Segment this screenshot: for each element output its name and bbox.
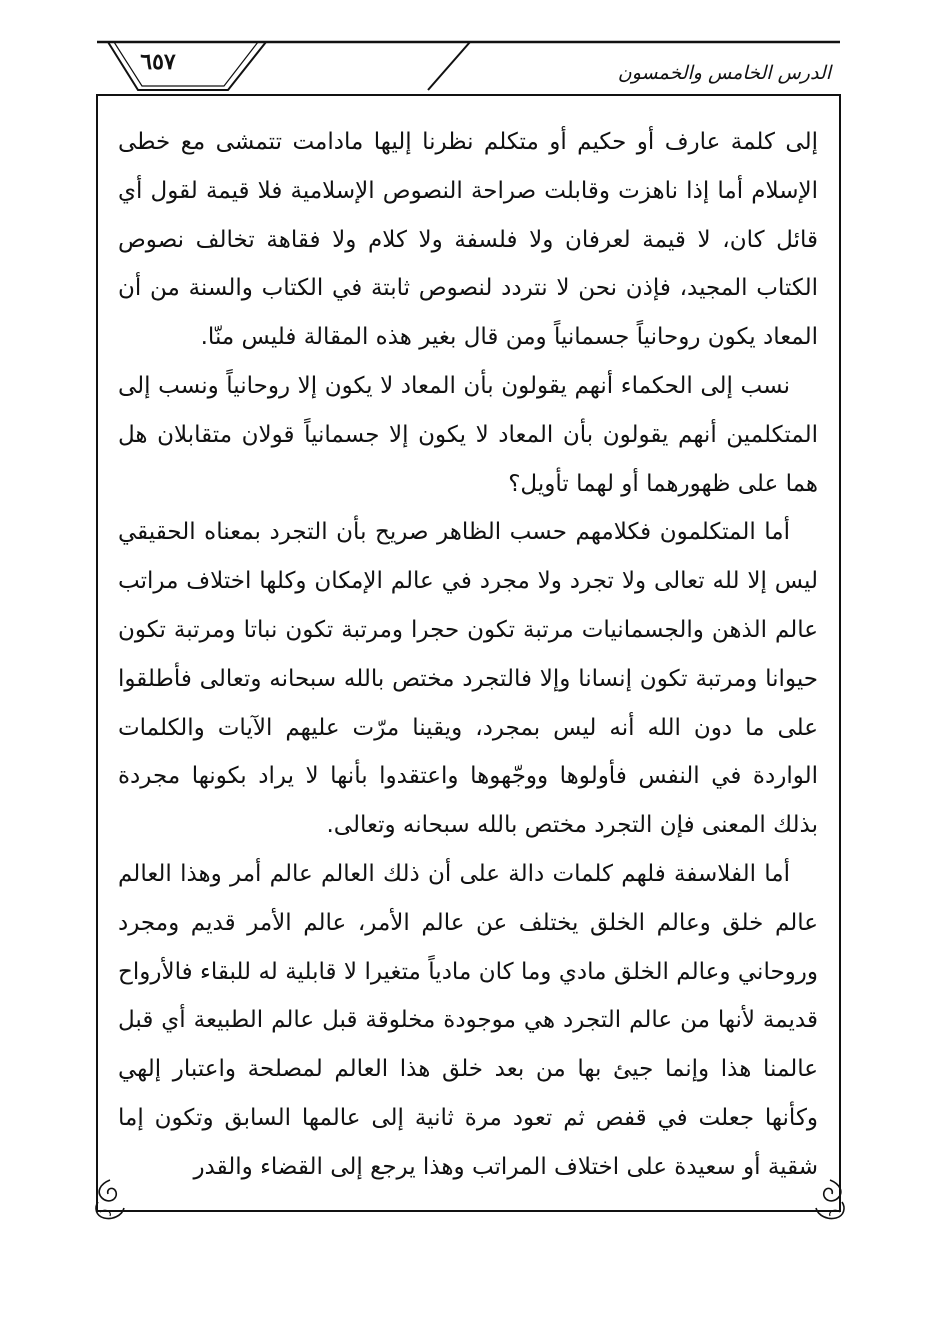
running-header-title: الدرس الخامس والخمسون [617, 62, 831, 84]
page-body-text [118, 118, 818, 1198]
page-number: ٦٥٧ [140, 49, 176, 75]
paragraph: أما المتكلمون فكلامهم حسب الظاهر صريح بأن التجرد بمعناه الحقيقي ليس إلا لله تعالى ولا تجرد ولا مجرد في عالم الإمكان وكلها اختلاف مراتب عالم الذهن والجسمانيات مرتبة تكون حجرا ومرتبة تكون نباتا ومرتبة تكون حيوانا ومرتبة تكون إنسانا وإلا فالتجرد مختص بالله سبحانه وتعالى فأطلقوا على ما دون الله أنه ليس بمجرد، ويقينا مرّت عليهم الآيات والكلمات الواردة في النفس فأولوها ووجّهوها واعتقدوا بأنها لا يراد بكونها مجردة بذلك المعنى فإن التجرد مختص بالله سبحانه وتعالى. [118, 519, 818, 839]
paragraph: إلى كلمة عارف أو حكيم أو متكلم نظرنا إليها مادامت تتمشى مع خطى الإسلام أما إذا ناهزت وقابلت صراحة النصوص الإسلامية فلا قيمة لقول أي قائل كان، لا قيمة لعرفان ولا فلسفة ولا كلام ولا فقاهة تخالف نصوص الكتاب المجيد، فإذن نحن لا نتردد لنصوص ثابتة في الكتاب والسنة من أن المعاد يكون روحانياً جسمانياً ومن قال بغير هذه المقالة فليس منّا. [118, 129, 818, 351]
paragraph: نسب إلى الحكماء أنهم يقولون بأن المعاد لا يكون إلا روحانياً ونسب إلى المتكلمين أنهم يقولون بأن المعاد لا يكون إلا جسمانياً قولان متقابلان هل هما على ظهورهما أو لهما تأويل؟ [118, 372, 818, 497]
paragraph: أما الفلاسفة فلهم كلمات دالة على أن ذلك العالم عالم أمر وهذا العالم عالم خلق وعالم الخلق يختلف عن عالم الأمر، عالم الأمر قديم ومجرد وروحاني وعالم الخلق مادي وما كان مادياً متغيرا لا قابلية له للبقاء فالأرواح قديمة لأنها من عالم التجرد هي موجودة مخلوقة قبل عالم الطبيعة أي قبل عالمنا هذا وإنما جيئ بها من بعد خلق هذا العالم لمصلحة واعتبار إلهي وكأنها جعلت في قفص ثم تعود مرة ثانية إلى عالمها السابق وتكون إما شقية أو سعيدة على اختلاف المراتب وهذا يرجع إلى القضاء والقدر [118, 860, 818, 1180]
